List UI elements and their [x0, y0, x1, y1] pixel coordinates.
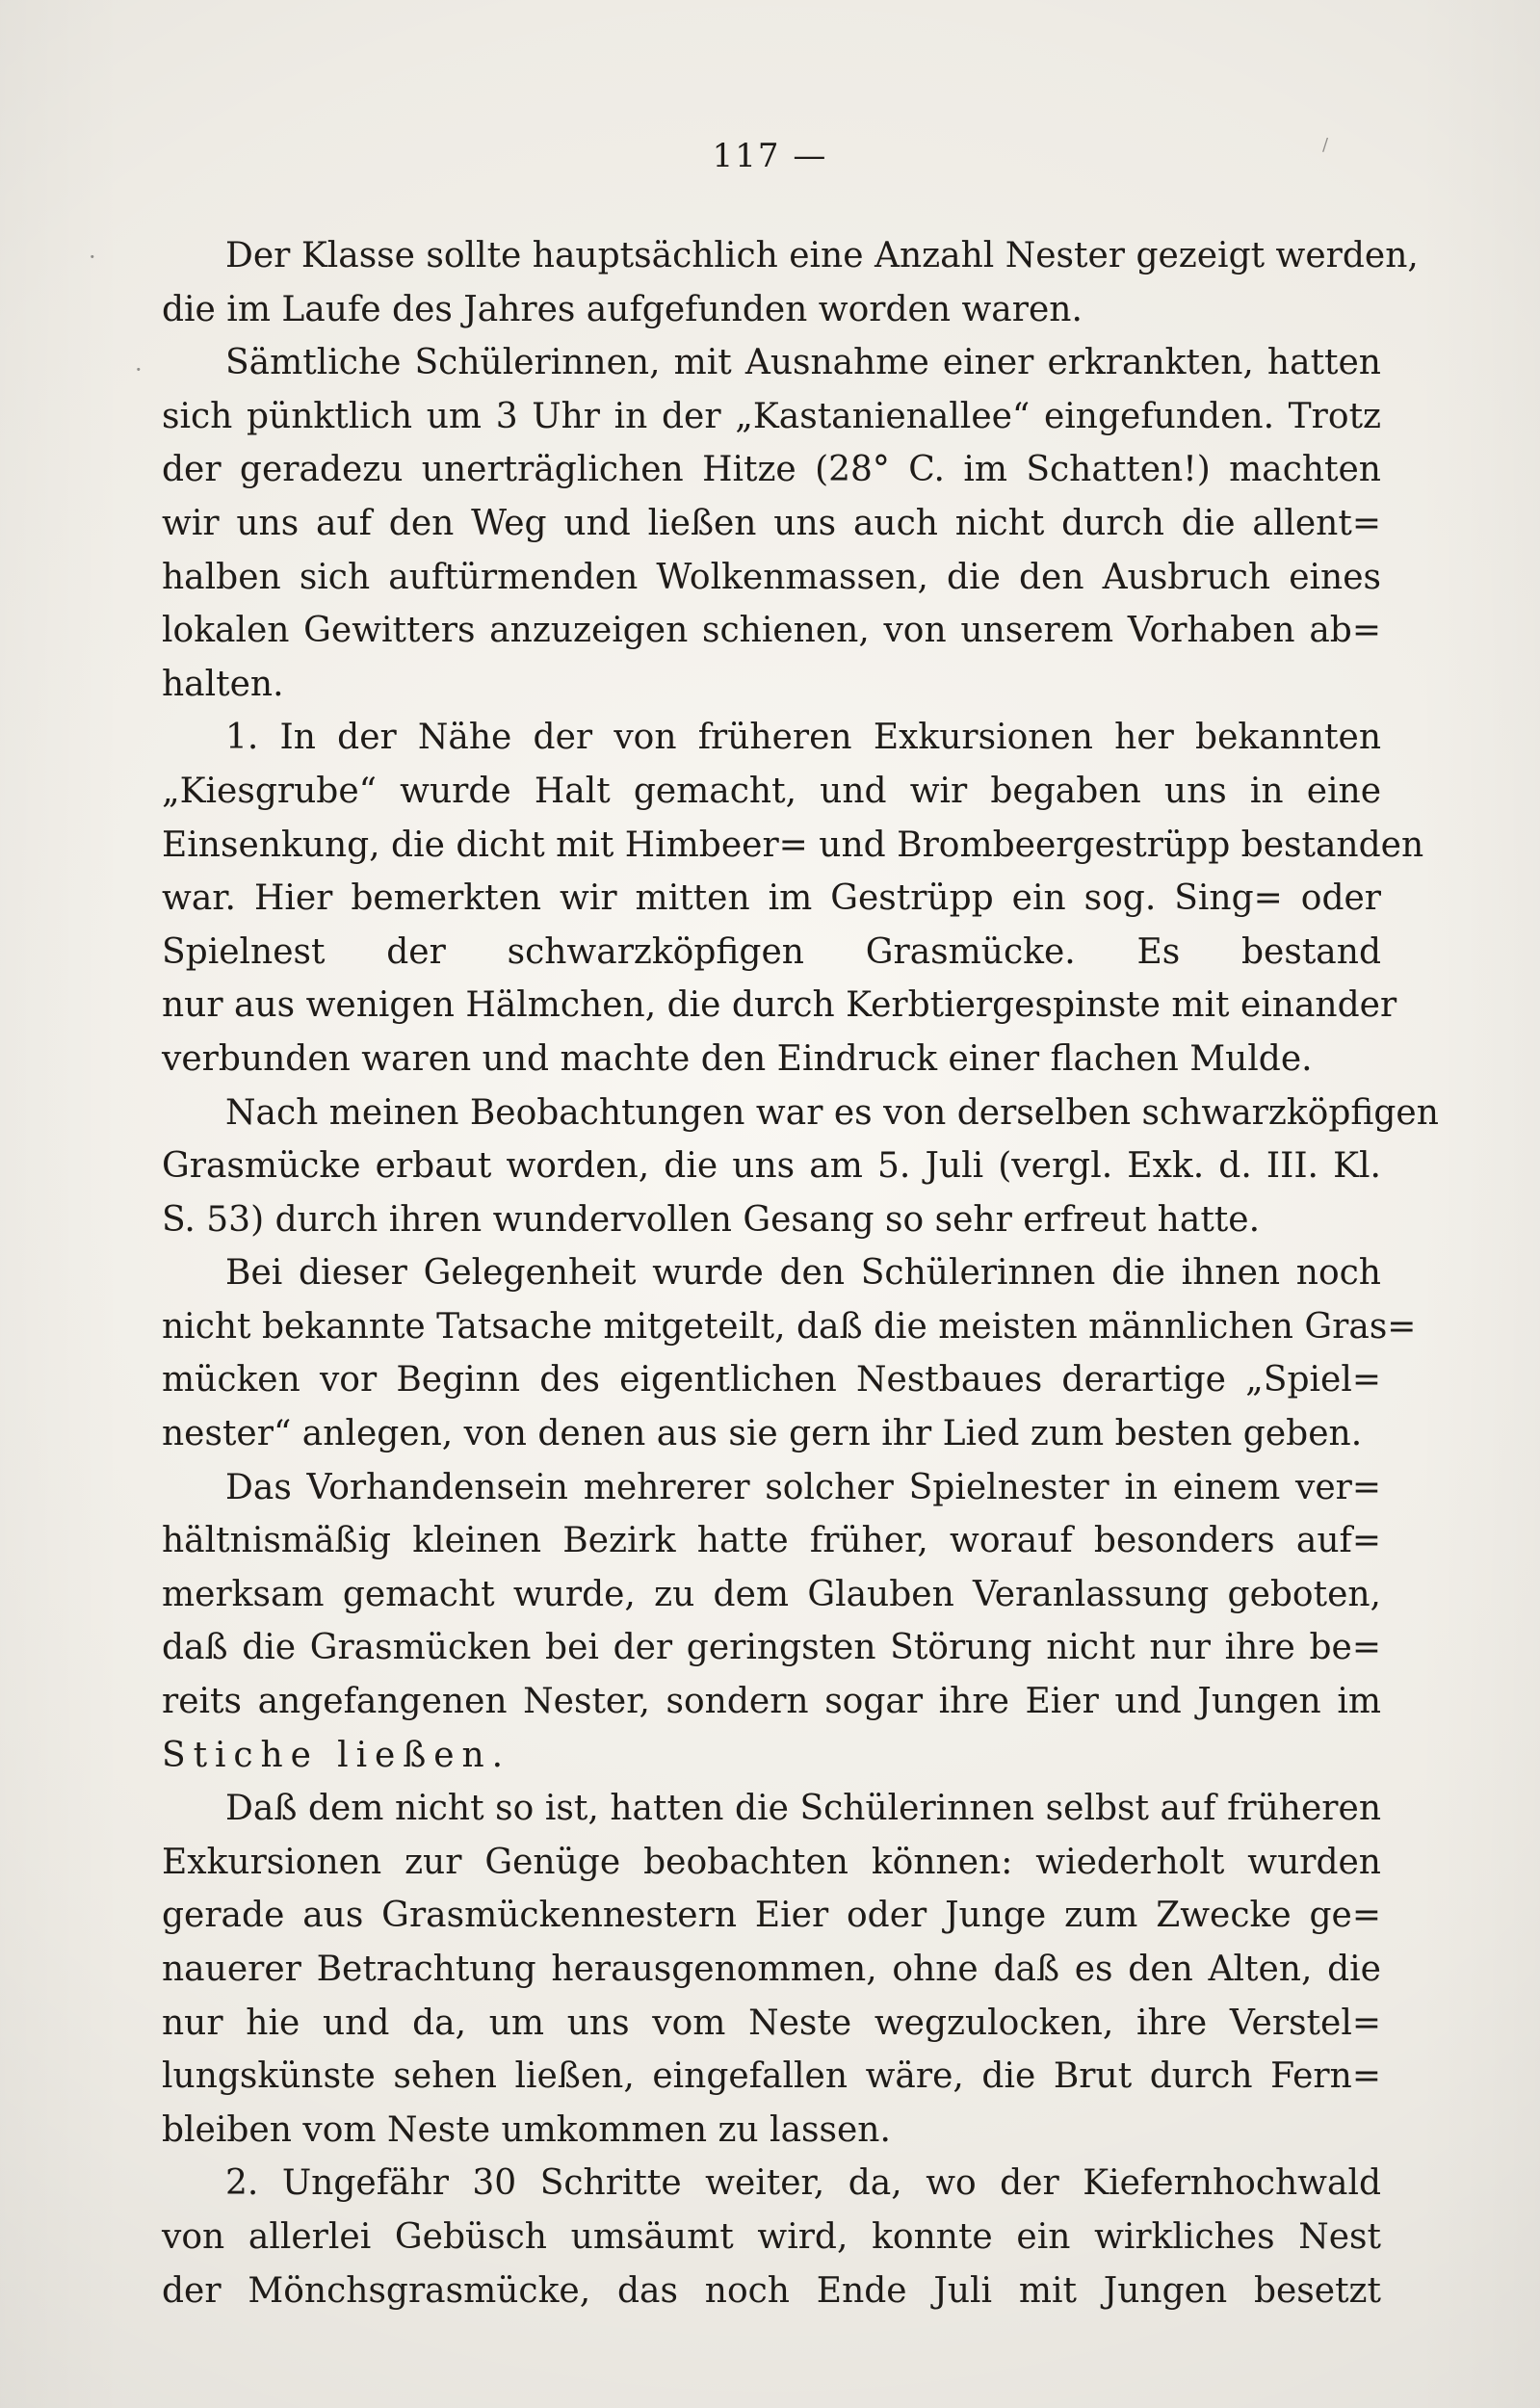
text-line: Daß dem nicht so ist, hatten die Schülerinnen selbst auf früheren: [225, 1789, 1381, 1829]
text-line: nester“ anlegen, von denen aus sie gern ihr Lied zum besten geben.: [162, 1414, 1363, 1454]
text-line: merksam gemacht wurde, zu dem Glauben Veranlassung geboten,: [162, 1574, 1381, 1614]
text-line: der Mönchsgrasmücke, das noch Ende Juli mit Jungen besetzt: [162, 2270, 1381, 2311]
text-line: Stiche ließen.: [162, 1735, 510, 1775]
text-line: 1. In der Nähe der von früheren Exkursionen her bekannten: [225, 718, 1381, 758]
text-line: Einsenkung, die dicht mit Himbeer= und Brombeergestrüpp bestanden: [162, 824, 1424, 865]
text-line: nur hie und da, um uns vom Neste wegzulocken, ihre Verstel=: [162, 2002, 1381, 2043]
page-number: 117 —: [712, 137, 828, 175]
body-text: [162, 229, 1439, 2317]
text-line: Spielnest der schwarzköpfigen Grasmücke. Es bestand: [162, 931, 1381, 972]
text-line: sich pünktlich um 3 Uhr in der „Kastanienallee“ eingefunden. Trotz: [162, 396, 1381, 436]
text-line: bleiben vom Neste umkommen zu lassen.: [162, 2109, 891, 2150]
scan-speck: ·: [135, 356, 143, 383]
text-line: Der Klasse sollte hauptsächlich eine Anzahl Nester gezeigt werden,: [225, 236, 1419, 275]
text-line: hältnismäßig kleinen Bezirk hatte früher, worauf besonders auf=: [162, 1521, 1381, 1561]
text-line: lokalen Gewitters anzuzeigen schienen, von unserem Vorhaben ab=: [162, 611, 1381, 651]
text-line: die im Laufe des Jahres aufgefunden worden waren.: [162, 289, 1083, 329]
text-line: Das Vorhandensein mehrerer solcher Spielnester in einem ver=: [225, 1467, 1381, 1507]
text-line: von allerlei Gebüsch umsäumt wird, konnte ein wirkliches Nest: [162, 2216, 1381, 2257]
text-line: mücken vor Beginn des eigentlichen Nestbaues derartige „Spiel=: [162, 1360, 1381, 1400]
text-line: der geradezu unerträglichen Hitze (28° C. im Schatten!) machten: [162, 450, 1381, 490]
text-line: Grasmücke erbaut worden, die uns am 5. Juli (vergl. Exk. d. III. Kl.: [162, 1146, 1381, 1187]
text-line: lungskünste sehen ließen, eingefallen wäre, die Brut durch Fern=: [162, 2056, 1381, 2097]
text-line: Sämtliche Schülerinnen, mit Ausnahme einer erkrankten, hatten: [225, 343, 1381, 383]
text-line: daß die Grasmücken bei der geringsten Störung nicht nur ihre be=: [162, 1628, 1381, 1668]
text-line: halben sich auftürmenden Wolkenmassen, die den Ausbruch eines: [162, 557, 1381, 597]
text-line: S. 53) durch ihren wundervollen Gesang so sehr erfreut hatte.: [162, 1199, 1261, 1240]
text-line: war. Hier bemerkten wir mitten im Gestrüpp ein sog. Sing= oder: [162, 878, 1381, 919]
text-line: Exkursionen zur Genüge beobachten können: wiederholt wurden: [162, 1842, 1381, 1882]
text-line: 2. Ungefähr 30 Schritte weiter, da, wo der Kiefernhochwald: [225, 2163, 1381, 2204]
text-line: wir uns auf den Weg und ließen uns auch nicht durch die allent=: [162, 503, 1381, 543]
text-line: Nach meinen Beobachtungen war es von derselben schwarzköpfigen: [225, 1092, 1439, 1133]
text-line: nauerer Betrachtung herausgenommen, ohne daß es den Alten, die: [162, 1950, 1381, 1989]
scan-speck: ·: [89, 244, 96, 271]
text-line: reits angefangenen Nester, sondern sogar ihre Eier und Jungen im: [162, 1682, 1381, 1722]
text-line: gerade aus Grasmückennestern Eier oder Junge zum Zwecke ge=: [162, 1896, 1381, 1936]
scan-speck: /: [1322, 135, 1329, 155]
text-line: Bei dieser Gelegenheit wurde den Schülerinnen die ihnen noch: [225, 1253, 1381, 1294]
text-line: halten.: [162, 664, 284, 704]
text-line: verbunden waren und machte den Eindruck einer flachen Mulde.: [162, 1038, 1313, 1079]
text-line: nicht bekannte Tatsache mitgeteilt, daß die meisten männlichen Gras=: [162, 1306, 1417, 1347]
text-line: „Kiesgrube“ wurde Halt gemacht, und wir begaben uns in eine: [162, 771, 1381, 811]
text-line: nur aus wenigen Hälmchen, die durch Kerbtiergespinste mit einander: [162, 985, 1397, 1026]
